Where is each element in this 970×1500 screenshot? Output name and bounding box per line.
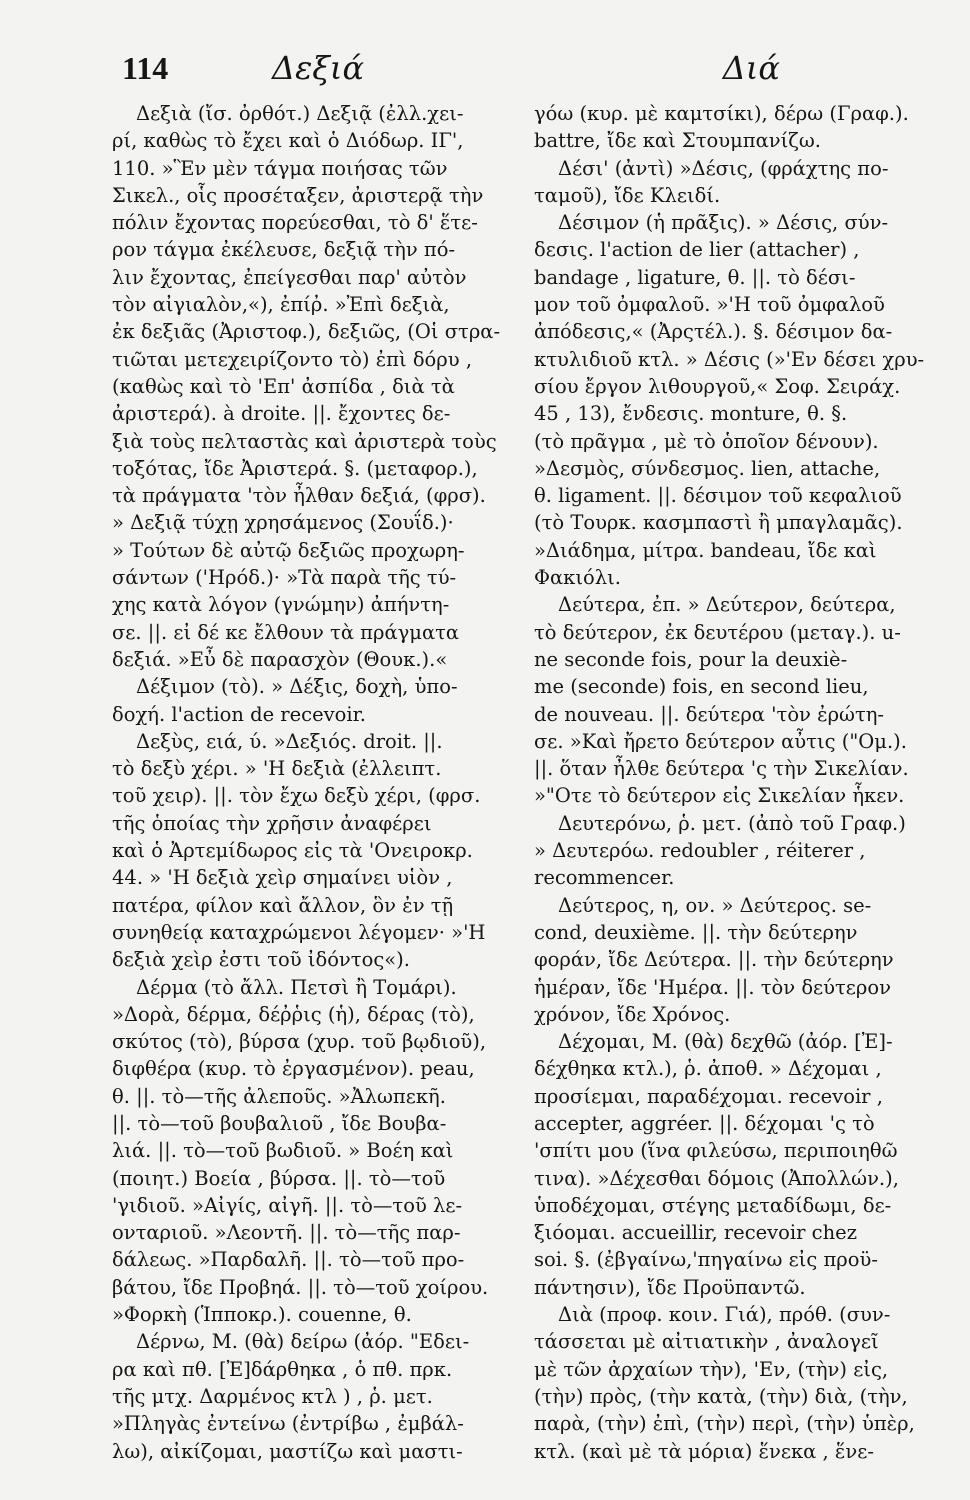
- text-line: τιῶται μετεχειρίζοντο τὸ) ἐπὶ δόρυ ,: [112, 347, 473, 371]
- text-line: μὲ τῶν ἀρχαίων τὴν), 'Εν, (τὴν) εἰς,: [534, 1357, 889, 1381]
- text-line: »Διάδημα, μίτρα. bandeau, ἴδε καὶ: [534, 538, 877, 562]
- text-line: ξιὰ τοὺς πελταστὰς καὶ ἀριστερὰ τοὺς: [112, 429, 497, 453]
- text-line: » Δεξιᾷ τύχῃ χρησάμενος (Σουΐδ.)·: [112, 511, 454, 535]
- text-line: τῆς μτχ. Δαρμένος κτλ ) , ῥ. μετ.: [112, 1384, 433, 1408]
- text-line: »Φορκὴ (Ἱπποκρ.). couenne, θ.: [112, 1303, 412, 1327]
- running-head-right: Διά: [722, 49, 780, 87]
- text-line: πόλιν ἔχοντας πορεύεσθαι, τὸ δ' ἕτε-: [112, 211, 478, 235]
- text-line: γόω (κυρ. μὲ καμτσίκι), δέρω (Γραφ.).: [534, 102, 909, 125]
- text-line: δεξιὰ χεὶρ ἐστι τοῦ ἰδόντος«).: [112, 948, 410, 972]
- text-line: de nouveau. ||. δεύτερα 'τὸν ἐρώτη-: [534, 702, 885, 726]
- text-line: ρί, καθὼς τὸ ἔχει καὶ ὁ Διόδωρ. ΙΓ',: [112, 129, 464, 153]
- text-line: Δέσιμον (ἡ πρᾶξις). » Δέσις, σύν-: [558, 211, 889, 235]
- text-line: τὰ πράγματα 'τὸν ἦλθαν δεξιά, (φρσ).: [112, 484, 486, 508]
- text-line: πατέρα, φίλον καὶ ἄλλον, ὃν ἐν τῇ: [112, 893, 454, 917]
- text-line: Δέξιμον (τὸ). » Δέξις, δοχὴ, ὑπο-: [136, 675, 458, 699]
- text-line: δέχθηκα κτλ.), ῥ. ἀποθ. » Δέχομαι ,: [534, 1057, 882, 1081]
- text-line: » Τούτων δὲ αὐτῷ δεξιῶς προχωρη-: [112, 538, 465, 562]
- text-line: κτλ. (καὶ μὲ τὰ μόρια) ἕνεκα , ἕνε-: [534, 1439, 874, 1463]
- text-line: soi. §. (ἐβγαίνω,'πηγαίνω εἰς προϋ-: [534, 1248, 878, 1272]
- text-line: Δεξὺς, ειά, ύ. »Δεξιός. droit. ||.: [136, 729, 443, 753]
- text-line: (ποιητ.) Βοεία , βύρσα. ||. τὸ—τοῦ: [112, 1166, 446, 1190]
- text-line: τοξότας, ἴδε Ἀριστερά. §. (μεταφορ.),: [112, 456, 478, 480]
- text-line: τὸ δεξὺ χέρι. » 'Η δεξιὰ (ἐλλειπτ.: [112, 757, 442, 781]
- text-line: δάλεως. »Παρδαλῆ. ||. τὸ—τοῦ προ-: [112, 1248, 465, 1272]
- text-line: accepter, aggréer. ||. δέχομαι 'ς τὸ: [534, 1111, 875, 1135]
- text-line: τινα). »Δέχεσθαι δόμοις (Ἀπολλών.),: [534, 1166, 899, 1190]
- running-head-left: Δεξιά: [272, 49, 365, 87]
- text-line: χρόνον, ἴδε Χρόνος.: [534, 1002, 731, 1026]
- text-line: δεξιά. »Εὖ δὲ παρασχὸν (Θουκ.).«: [112, 647, 448, 671]
- text-line: λιν ἔχοντας, ἐπείγεσθαι παρ' αὐτὸν: [112, 265, 467, 289]
- text-line: φοράν, ἴδε Δεύτερα. ||. τὴν δεύτερην: [534, 948, 894, 972]
- text-line: συνηθείᾳ καταχρώμενοι λέγομεν· »'Η: [112, 920, 486, 944]
- text-line: (τὸ Τουρκ. κασμπαστὶ ἢ μπαγλαμᾶς).: [534, 511, 903, 535]
- text-line: Φακιόλι.: [534, 566, 621, 590]
- text-line: Δεύτερα, ἐπ. » Δεύτερον, δεύτερα,: [558, 593, 896, 617]
- text-line: ||. τὸ—τοῦ βουβαλιοῦ , ἴδε Βουβα-: [112, 1111, 447, 1135]
- text-line: τάσσεται μὲ αἰτιατικὴν , ἀναλογεῖ: [534, 1330, 879, 1354]
- text-line: ξιόομαι. accueillir, recevoir chez: [534, 1221, 857, 1245]
- text-line: ||. ὅταν ἦλθε δεύτερα 'ς τὴν Σικελίαν.: [534, 757, 909, 781]
- text-line: » Δευτερόω. redoubler , réiterer ,: [534, 839, 866, 863]
- text-line: Διὰ (προφ. κοιν. Γιά), πρόθ. (συν-: [558, 1303, 891, 1327]
- text-line: »Πληγὰς ἐντείνω (ἐντρίβω , ἐμβάλ-: [112, 1412, 464, 1436]
- text-line: me (seconde) fois, en second lieu,: [534, 675, 869, 699]
- text-line: πάντησιν), ἴδε Προϋπαντῶ.: [534, 1275, 806, 1299]
- text-line: Δέσι' (ἀντὶ) »Δέσις, (φράχτης πο-: [558, 156, 889, 180]
- text-line: ἡμέραν, ἴδε 'Ημέρα. ||. τὸν δεύτερον: [534, 975, 891, 999]
- text-line: ρα καὶ πθ. [Ἐ]δάρθηκα , ὁ πθ. πρκ.: [112, 1357, 453, 1381]
- text-line: σε. »Καὶ ἤρετο δεύτερον αὖτις ("Ομ.).: [534, 729, 907, 753]
- text-line: recommencer.: [534, 866, 675, 890]
- text-line: ne seconde fois, pour la deuxiè-: [534, 647, 848, 671]
- text-line: προσίεμαι, παραδέχομαι. recevoir ,: [534, 1084, 883, 1108]
- text-line: ονταριοῦ. »Λεοντῆ. ||. τὸ—τῆς παρ-: [112, 1221, 461, 1245]
- text-line: 'σπίτι μου (ἵνα φιλεύσω, περιποιηθῶ: [534, 1139, 898, 1163]
- text-line: Δέρμα (τὸ ἄλλ. Πετσὶ ἢ Τομάρι).: [136, 975, 457, 999]
- text-line: σε. ||. εἰ δέ κε ἔλθουν τὰ πράγματα: [112, 620, 460, 644]
- text-line: (τὸ πρᾶγμα , μὲ τὸ ὁποῖον δένουν).: [534, 429, 879, 453]
- text-line: σκύτος (τὸ), βύρσα (χυρ. τοῦ βῳδιοῦ),: [112, 1030, 487, 1054]
- text-line: σάντων ('Ηρόδ.)· »Τὰ παρὰ τῆς τύ-: [112, 566, 457, 590]
- text-line: (τὴν) πρὸς, (τὴν κατὰ, (τὴν) διὰ, (τὴν,: [534, 1384, 908, 1408]
- text-line: 45 , 13), ἔνδεσις. monture, θ. §.: [534, 402, 848, 426]
- text-line: Δεύτερος, η, ον. » Δεύτερος. se-: [558, 893, 872, 917]
- text-line: τοῦ χειρ). ||. τὸν ἔχω δεξὺ χέρι, (φρσ.: [112, 784, 481, 808]
- text-line: θ. ||. τὸ—τῆς ἀλεποῦς. »Ἀλωπεκῆ.: [112, 1084, 446, 1108]
- page-header: [122, 44, 780, 92]
- text-line: τὸν αἰγιαλὸν,«), ἐπίῤ. »Ἐπὶ δεξιὰ,: [112, 293, 450, 317]
- text-line: bandage , ligature, θ. ||. τὸ δέσι-: [534, 265, 856, 289]
- text-line: παρὰ, (τὴν) ἐπὶ, (τὴν) περὶ, (τὴν) ὑπὲρ,: [534, 1412, 915, 1436]
- text-line: θ. ligament. ||. δέσιμον τοῦ κεφαλιοῦ: [534, 484, 902, 508]
- text-line: διφθέρα (κυρ. τὸ ἐργασμένον). peau,: [112, 1057, 475, 1081]
- text-line: 44. » 'Η δεξιὰ χεὶρ σημαίνει υἱὸν ,: [112, 866, 453, 890]
- text-line: ἐκ δεξιᾶς (Ἀριστοφ.), δεξιῶς, (Οἱ στρα-: [112, 320, 501, 344]
- text-line: Σικελ., οἷς προσέταξεν, ἀριστερᾷ τὴν: [112, 183, 484, 207]
- text-line: κτυλιδιοῦ κτλ. » Δέσις (»'Εν δέσει χρυ-: [534, 347, 925, 371]
- text-line: λιά. ||. τὸ—τοῦ βωδιοῦ. » Βοέη καὶ: [112, 1139, 454, 1163]
- text-line: 'γιδιοῦ. »Αἰγίς, αἰγῆ. ||. τὸ—τοῦ λε-: [112, 1193, 463, 1217]
- text-line: »Δορὰ, δέρμα, δέῤῥις (ἡ), δέρας (τὸ),: [112, 1002, 475, 1026]
- text-line: cond, deuxième. ||. τὴν δεύτερην: [534, 920, 858, 944]
- text-line: σίου ἔργον λιθουργοῦ,« Σοφ. Σειράχ.: [534, 374, 901, 398]
- text-line: 110. »Ἓν μὲν τάγμα ποιήσας τῶν: [112, 156, 448, 180]
- text-line: battre, ἴδε καὶ Στουμπανίζω.: [534, 129, 821, 153]
- right-column: [534, 100, 950, 1465]
- text-line: χης κατὰ λόγον (γνώμην) ἀπήντη-: [112, 593, 450, 617]
- text-line: λω), αἰκίζομαι, μαστίζω καὶ μαστι-: [112, 1439, 463, 1463]
- text-line: ρον τάγμα ἐκέλευσε, δεξιᾷ τὴν πό-: [112, 238, 456, 262]
- text-line: τὸ δεύτερον, ἐκ δευτέρου (μεταγ.). u-: [534, 620, 901, 644]
- text-line: τῆς ὁποίας τὴν χρῆσιν ἀναφέρει: [112, 811, 432, 835]
- text-line: Δέχομαι, Μ. (θὰ) δεχθῶ (ἀόρ. [Ἐ]-: [558, 1030, 893, 1054]
- text-line: ταμοῦ), ἴδε Κλειδί.: [534, 183, 721, 207]
- text-line: δοχή. l'action de recevoir.: [112, 702, 367, 726]
- text-line: Δεξιὰ (ἴσ. ὀρθότ.) Δεξιᾷ (ἐλλ.χει-: [136, 102, 464, 125]
- left-column: [112, 100, 512, 1465]
- text-line: »Δεσμὸς, σύνδεσμος. lien, attache,: [534, 456, 881, 480]
- text-line: ἀριστερά). à droite. ||. ἔχοντες δε-: [112, 402, 451, 426]
- text-line: καὶ ὁ Ἀρτεμίδωρος εἰς τὰ 'Ονειροκρ.: [112, 839, 473, 863]
- text-line: Δέρνω, Μ. (θὰ) δείρω (ἀόρ. "Εδει-: [136, 1330, 470, 1354]
- text-line: »"Οτε τὸ δεύτερον εἰς Σικελίαν ἧκεν.: [534, 784, 905, 808]
- text-line: (καθὼς καὶ τὸ 'Επ' ἀσπίδα , διὰ τὰ: [112, 374, 455, 398]
- text-line: δεσις. l'action de lier (attacher) ,: [534, 238, 860, 262]
- text-line: ὑποδέχομαι, στέγης μεταδίδωμι, δε-: [534, 1193, 892, 1217]
- text-line: ἀπόδεσις,« (Ἀρςτέλ.). §. δέσιμον δα-: [534, 320, 893, 344]
- text-line: Δευτερόνω, ῥ. μετ. (ἀπὸ τοῦ Γραφ.): [558, 811, 906, 835]
- page-number: 114: [122, 50, 169, 86]
- text-line: βάτου, ἴδε Προβηά. ||. τὸ—τοῦ χοίρου.: [112, 1275, 489, 1299]
- text-line: μον τοῦ ὀμφαλοῦ. »'Η τοῦ ὀμφαλοῦ: [534, 293, 885, 317]
